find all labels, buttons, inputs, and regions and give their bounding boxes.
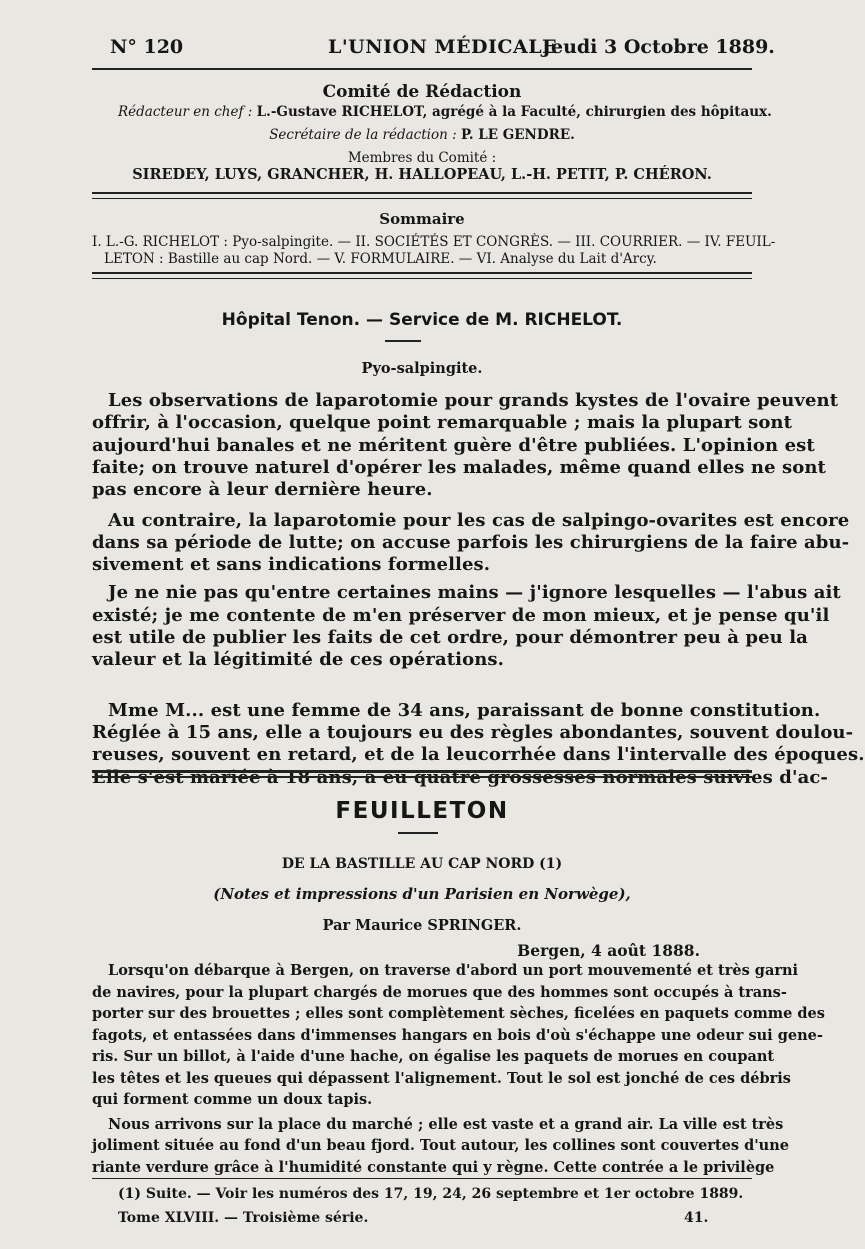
article-line: Mme M... est une femme de 34 ans, paraissant de bonne constitution. (108, 699, 821, 721)
article-section: Hôpital Tenon. — Service de M. RICHELOT. (221, 310, 623, 330)
article-line: valeur et la légitimité de ces opérations. (92, 649, 504, 671)
editor-label: Rédacteur en chef : (118, 104, 253, 120)
article-line: aujourd'hui banales et ne méritent guère d'être publiées. L'opinion est (92, 434, 815, 456)
feuilleton-line: qui forment comme un doux tapis. (92, 1091, 373, 1108)
feuilleton-line: joliment située au fond d'un beau fjord. Tout autour, les collines sont couvertes d'une (92, 1137, 789, 1154)
feuilleton-subtitle: DE LA BASTILLE AU CAP NORD (1) (281, 856, 563, 872)
article-line: pas encore à leur dernière heure. (92, 479, 433, 501)
issue-date: Jeudi 3 Octobre 1889. (542, 36, 775, 58)
header-rule (92, 68, 752, 70)
feuilleton-line: porter sur des brouettes ; elles sont complètement sèches, ficelées en paquets comme des (92, 1005, 825, 1022)
feuilleton-title: FEUILLETON (335, 798, 509, 824)
committee-secretary (92, 127, 752, 143)
article-line: est utile de publier les faits de cet ordre, pour démontrer peu à peu la (92, 627, 808, 648)
feuilleton-dateline: Bergen, 4 août 1888. (517, 941, 700, 960)
footer-tome: Tome XLVIII. — Troisième série. (118, 1210, 369, 1226)
feuilleton-line: Nous arrivons sur la place du marché ; elle est vaste et a grand air. La ville est très (108, 1115, 784, 1133)
summary-line-1: I. L.-G. RICHELOT : Pyo-salpingite. — II. SOCIÉTÉS ET CONGRÈS. — III. COURRIER. — IV. FEUIL- (92, 234, 776, 250)
footnote-rule (92, 1178, 752, 1179)
feuilleton-line: fagots, et entassées dans d'immenses hangars en bois d'où s'échappe une odeur sui gene- (92, 1026, 823, 1044)
article-line: Je ne nie pas qu'entre certaines mains — j'ignore lesquelles — l'abus ait (108, 582, 841, 604)
footnote: (1) Suite. — Voir les numéros des 17, 19, 24, 26 septembre et 1er octobre 1889. (118, 1186, 744, 1202)
feuilleton-divider (398, 832, 438, 834)
article-line: dans sa période de lutte; on accuse parfois les chirurgiens de la faire abu- (92, 531, 850, 553)
feuilleton-rule-2 (92, 776, 752, 778)
feuilleton-rule-1 (92, 770, 752, 773)
feuilleton-line: les têtes et les queues qui dépassent l'alignement. Tout le sol est jonché de ces débris (92, 1069, 791, 1087)
committee-rule-1 (92, 192, 752, 194)
article-line: existé; je me contente de m'en préserver de mon mieux, et je pense qu'il (92, 604, 830, 626)
journal-title: L'UNION MÉDICALE (328, 36, 558, 58)
article-line: Les observations de laparotomie pour grands kystes de l'ovaire peuvent (108, 390, 839, 411)
article-line: Elle s'est mariée à 18 ans, a eu quatre grossesses normales suivies d'ac- (92, 766, 828, 788)
committee-rule-2 (92, 198, 752, 199)
feuilleton-notes: (Notes et impressions d'un Parisien en Norwège), (213, 885, 631, 903)
editor-text: L.-Gustave RICHELOT, agrégé à la Faculté, chirurgien des hôpitaux. (256, 104, 772, 120)
summary-rule-1 (92, 272, 752, 274)
feuilleton-line: Lorsqu'on débarque à Bergen, on traverse d'abord un port mouvementé et très garni (108, 962, 799, 979)
committee-title: Comité de Rédaction (322, 82, 522, 102)
issue-number: N° 120 (110, 36, 184, 58)
article-divider (385, 340, 421, 342)
article-title: Pyo-salpingite. (361, 360, 483, 377)
summary-rule-2 (92, 278, 752, 279)
article-line: Réglée à 15 ans, elle a toujours eu des règles abondantes, souvent doulou- (92, 721, 854, 743)
members-list: SIREDEY, LUYS, GRANCHER, H. HALLOPEAU, L.-H. PETIT, P. CHÉRON. (132, 166, 712, 183)
summary-line-2: LETON : Bastille au cap Nord. — V. FORMULAIRE. — VI. Analyse du Lait d'Arcy. (104, 251, 657, 267)
feuilleton-line: riante verdure grâce à l'humidité constante qui y règne. Cette contrée a le privilège (92, 1158, 775, 1176)
committee-editor (118, 104, 772, 120)
article-line: Au contraire, la laparotomie pour les cas de salpingo-ovarites est encore (108, 509, 850, 531)
feuilleton-author: Par Maurice SPRINGER. (322, 917, 522, 934)
article-line: reuses, souvent en retard, et de la leucorrhée dans l'intervalle des époques. (92, 744, 865, 766)
article-line: faite; on trouve naturel d'opérer les malades, même quand elles ne sont (92, 456, 826, 478)
secretary-label: Secrétaire de la rédaction : (269, 127, 457, 143)
secretary-name: P. LE GENDRE. (460, 127, 575, 143)
members-label: Membres du Comité : (347, 150, 497, 166)
article-line: sivement et sans indications formelles. (92, 554, 491, 576)
page-number: 41. (684, 1210, 709, 1226)
summary-title: Sommaire (379, 210, 465, 228)
article-line: offrir, à l'occasion, quelque point remarquable ; mais la plupart sont (92, 412, 793, 434)
feuilleton-line: de navires, pour la plupart chargés de morues que des hommes sont occupés à trans- (92, 983, 787, 1001)
feuilleton-line: ris. Sur un billot, à l'aide d'une hache, on égalise les paquets de morues en coupant (92, 1048, 775, 1065)
